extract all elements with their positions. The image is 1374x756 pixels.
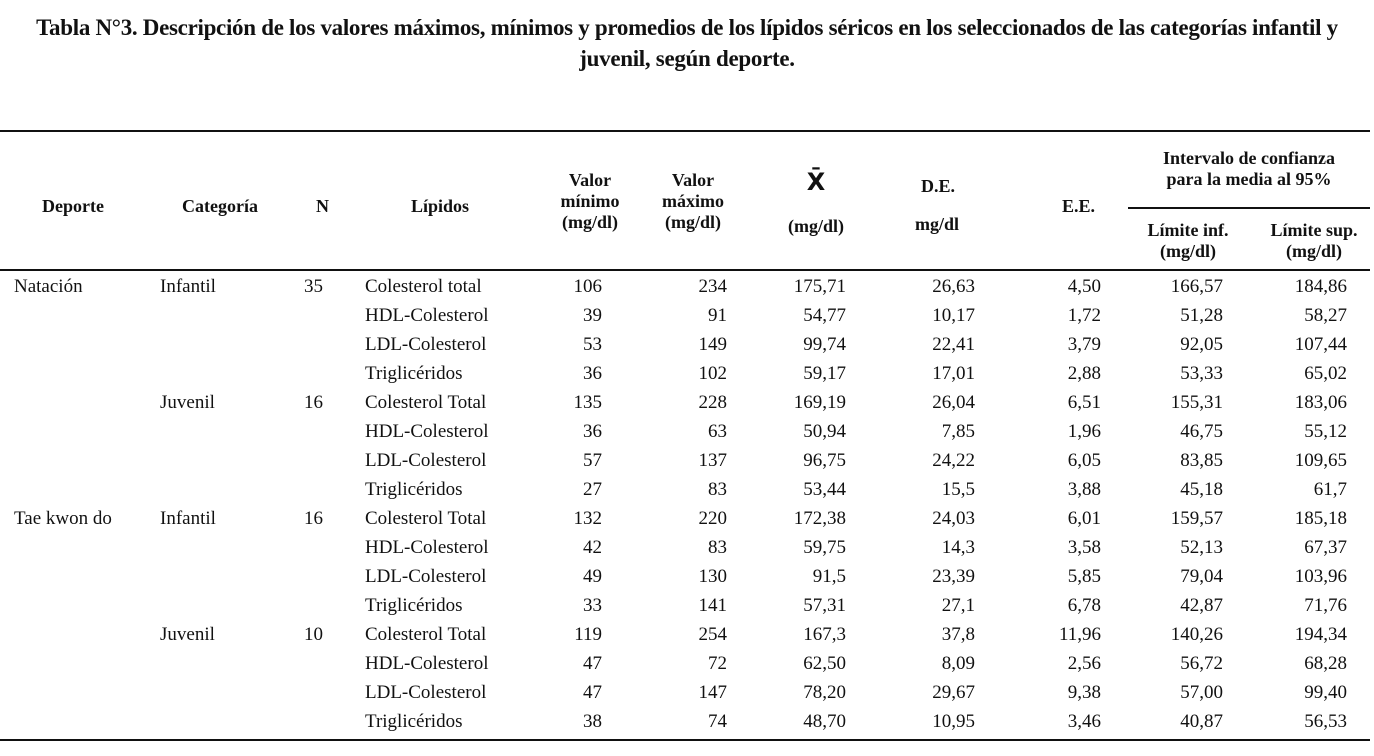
cell-ee: 3,88: [1067, 479, 1101, 500]
cell-min: 57: [583, 450, 602, 471]
cell-de: 24,03: [932, 508, 975, 529]
cell-max: 141: [698, 595, 727, 616]
cell-media: 50,94: [803, 421, 846, 442]
cell-max: 102: [698, 363, 727, 384]
cell-de: 29,67: [932, 682, 975, 703]
cell-min: 119: [574, 624, 602, 645]
cell-inf: 166,57: [1170, 276, 1223, 297]
cell-sup: 99,40: [1304, 682, 1347, 703]
cell-ee: 4,50: [1067, 276, 1101, 297]
cell-min: 33: [583, 595, 602, 616]
cell-max: 137: [698, 450, 727, 471]
header-media-symbol: X̄: [806, 168, 826, 196]
cell-ee: 3,79: [1067, 334, 1101, 355]
cell-max: 130: [698, 566, 727, 587]
cell-n: 16: [304, 392, 323, 413]
cell-max: 149: [698, 334, 727, 355]
cell-inf: 83,85: [1180, 450, 1223, 471]
cell-deporte: Natación: [14, 276, 83, 297]
cell-de: 24,22: [932, 450, 975, 471]
cell-de: 10,17: [932, 305, 975, 326]
cell-n: 16: [304, 508, 323, 529]
cell-sup: 58,27: [1304, 305, 1347, 326]
cell-max: 234: [698, 276, 727, 297]
cell-min: 47: [583, 653, 602, 674]
header-limite-sup: Límite sup. (mg/dl): [1270, 220, 1358, 261]
cell-sup: 109,65: [1294, 450, 1347, 471]
cell-media: 57,31: [803, 595, 846, 616]
header-lipidos: Lípidos: [411, 196, 470, 216]
cell-lipido: LDL-Colesterol: [365, 334, 487, 355]
header-intervalo: Intervalo de confianza para la media al 95%: [1163, 148, 1335, 189]
cell-n: 10: [304, 624, 323, 645]
cell-lipido: Triglicéridos: [365, 479, 463, 500]
cell-inf: 46,75: [1180, 421, 1223, 442]
cell-lipido: LDL-Colesterol: [365, 566, 487, 587]
cell-media: 99,74: [803, 334, 846, 355]
cell-media: 62,50: [803, 653, 846, 674]
cell-min: 132: [573, 508, 602, 529]
cell-sup: 68,28: [1304, 653, 1347, 674]
cell-sup: 194,34: [1294, 624, 1347, 645]
cell-ee: 1,96: [1067, 421, 1101, 442]
cell-de: 23,39: [932, 566, 975, 587]
cell-media: 54,77: [803, 305, 846, 326]
cell-ee: 6,05: [1067, 450, 1101, 471]
header-categoria: Categoría: [182, 196, 258, 216]
cell-lipido: LDL-Colesterol: [365, 682, 487, 703]
cell-min: 47: [583, 682, 602, 703]
cell-min: 38: [583, 711, 602, 732]
header-de: D.E.: [921, 176, 956, 196]
cell-max: 220: [698, 508, 727, 529]
cell-de: 8,09: [941, 653, 975, 674]
cell-lipido: LDL-Colesterol: [365, 450, 487, 471]
cell-sup: 67,37: [1304, 537, 1347, 558]
top-rule: [0, 130, 1370, 132]
cell-lipido: Triglicéridos: [365, 711, 463, 732]
cell-min: 39: [583, 305, 602, 326]
cell-lipido: Colesterol total: [365, 276, 482, 297]
cell-sup: 103,96: [1294, 566, 1347, 587]
cell-media: 91,5: [812, 566, 846, 587]
header-de-unit: mg/dl: [915, 214, 960, 234]
cell-sup: 185,18: [1294, 508, 1347, 529]
cell-inf: 159,57: [1170, 508, 1223, 529]
cell-de: 26,63: [932, 276, 975, 297]
cell-sup: 107,44: [1294, 334, 1347, 355]
cell-media: 53,44: [803, 479, 846, 500]
cell-ee: 3,58: [1067, 537, 1101, 558]
cell-min: 53: [583, 334, 602, 355]
cell-media: 172,38: [793, 508, 846, 529]
cell-media: 48,70: [803, 711, 846, 732]
cell-inf: 57,00: [1180, 682, 1223, 703]
cell-lipido: Colesterol Total: [365, 508, 487, 529]
cell-inf: 53,33: [1180, 363, 1223, 384]
cell-inf: 92,05: [1180, 334, 1223, 355]
cell-de: 10,95: [932, 711, 975, 732]
cell-max: 74: [708, 711, 727, 732]
cell-sup: 71,76: [1304, 595, 1347, 616]
cell-categoria: Juvenil: [160, 624, 215, 645]
cell-min: 49: [583, 566, 602, 587]
header-valor-minimo: Valor mínimo (mg/dl): [560, 170, 620, 232]
cell-max: 254: [698, 624, 727, 645]
cell-inf: 51,28: [1180, 305, 1223, 326]
cell-ee: 6,51: [1067, 392, 1101, 413]
cell-lipido: Triglicéridos: [365, 363, 463, 384]
cell-de: 14,3: [941, 537, 975, 558]
cell-max: 147: [698, 682, 727, 703]
cell-max: 83: [708, 537, 727, 558]
cell-media: 167,3: [803, 624, 846, 645]
cell-de: 15,5: [941, 479, 975, 500]
cell-lipido: HDL-Colesterol: [365, 653, 489, 674]
header-limite-inf: Límite inf. (mg/dl): [1147, 220, 1229, 261]
cell-ee: 11,96: [1058, 624, 1101, 645]
cell-de: 27,1: [941, 595, 975, 616]
header-n: N: [316, 196, 329, 216]
cell-inf: 79,04: [1180, 566, 1223, 587]
cell-de: 37,8: [941, 624, 975, 645]
cell-lipido: Colesterol Total: [365, 624, 487, 645]
cell-sup: 55,12: [1304, 421, 1347, 442]
cell-de: 7,85: [941, 421, 975, 442]
cell-sup: 65,02: [1304, 363, 1347, 384]
cell-min: 42: [583, 537, 602, 558]
cell-ee: 6,78: [1067, 595, 1101, 616]
cell-categoria: Infantil: [160, 508, 216, 529]
cell-lipido: HDL-Colesterol: [365, 537, 489, 558]
cell-ee: 2,88: [1067, 363, 1101, 384]
header-ee: E.E.: [1062, 196, 1096, 216]
cell-ee: 5,85: [1067, 566, 1101, 587]
cell-lipido: HDL-Colesterol: [365, 421, 489, 442]
cell-min: 135: [573, 392, 602, 413]
cell-sup: 61,7: [1313, 479, 1347, 500]
table-title: Tabla N°3. Descripción de los valores máximos, mínimos y promedios de los lípidos séricos en los seleccionados de las categorías infantil y juvenil, según deporte.: [36, 15, 1338, 71]
cell-lipido: Triglicéridos: [365, 595, 463, 616]
cell-max: 228: [698, 392, 727, 413]
cell-media: 169,19: [793, 392, 846, 413]
cell-ee: 9,38: [1067, 682, 1101, 703]
cell-inf: 45,18: [1180, 479, 1223, 500]
cell-min: 27: [583, 479, 602, 500]
cell-inf: 140,26: [1170, 624, 1223, 645]
cell-media: 96,75: [803, 450, 846, 471]
cell-max: 91: [708, 305, 727, 326]
cell-sup: 184,86: [1294, 276, 1347, 297]
bottom-rule: [0, 739, 1370, 741]
header-media-unit: (mg/dl): [788, 216, 844, 236]
cell-inf: 52,13: [1180, 537, 1223, 558]
cell-inf: 40,87: [1180, 711, 1223, 732]
cell-max: 72: [708, 653, 727, 674]
cell-media: 175,71: [793, 276, 846, 297]
cell-sup: 56,53: [1304, 711, 1347, 732]
cell-inf: 56,72: [1180, 653, 1223, 674]
header-valor-maximo: Valor máximo (mg/dl): [662, 170, 724, 232]
header-deporte: Deporte: [42, 196, 104, 216]
cell-lipido: HDL-Colesterol: [365, 305, 489, 326]
cell-n: 35: [304, 276, 323, 297]
cell-de: 22,41: [932, 334, 975, 355]
cell-lipido: Colesterol Total: [365, 392, 487, 413]
cell-sup: 183,06: [1294, 392, 1347, 413]
cell-max: 63: [708, 421, 727, 442]
cell-media: 59,75: [803, 537, 846, 558]
cell-inf: 42,87: [1180, 595, 1223, 616]
cell-categoria: Infantil: [160, 276, 216, 297]
cell-ee: 2,56: [1067, 653, 1101, 674]
cell-ee: 1,72: [1067, 305, 1101, 326]
cell-min: 36: [583, 421, 602, 442]
cell-ee: 3,46: [1067, 711, 1101, 732]
cell-media: 78,20: [803, 682, 846, 703]
interval-subrule: [1128, 207, 1370, 209]
cell-inf: 155,31: [1170, 392, 1223, 413]
cell-ee: 6,01: [1067, 508, 1101, 529]
cell-de: 17,01: [932, 363, 975, 384]
header-rule: [0, 269, 1370, 271]
cell-media: 59,17: [803, 363, 846, 384]
cell-de: 26,04: [932, 392, 975, 413]
cell-min: 36: [583, 363, 602, 384]
cell-max: 83: [708, 479, 727, 500]
cell-categoria: Juvenil: [160, 392, 215, 413]
cell-deporte: Tae kwon do: [14, 508, 112, 529]
cell-min: 106: [573, 276, 602, 297]
